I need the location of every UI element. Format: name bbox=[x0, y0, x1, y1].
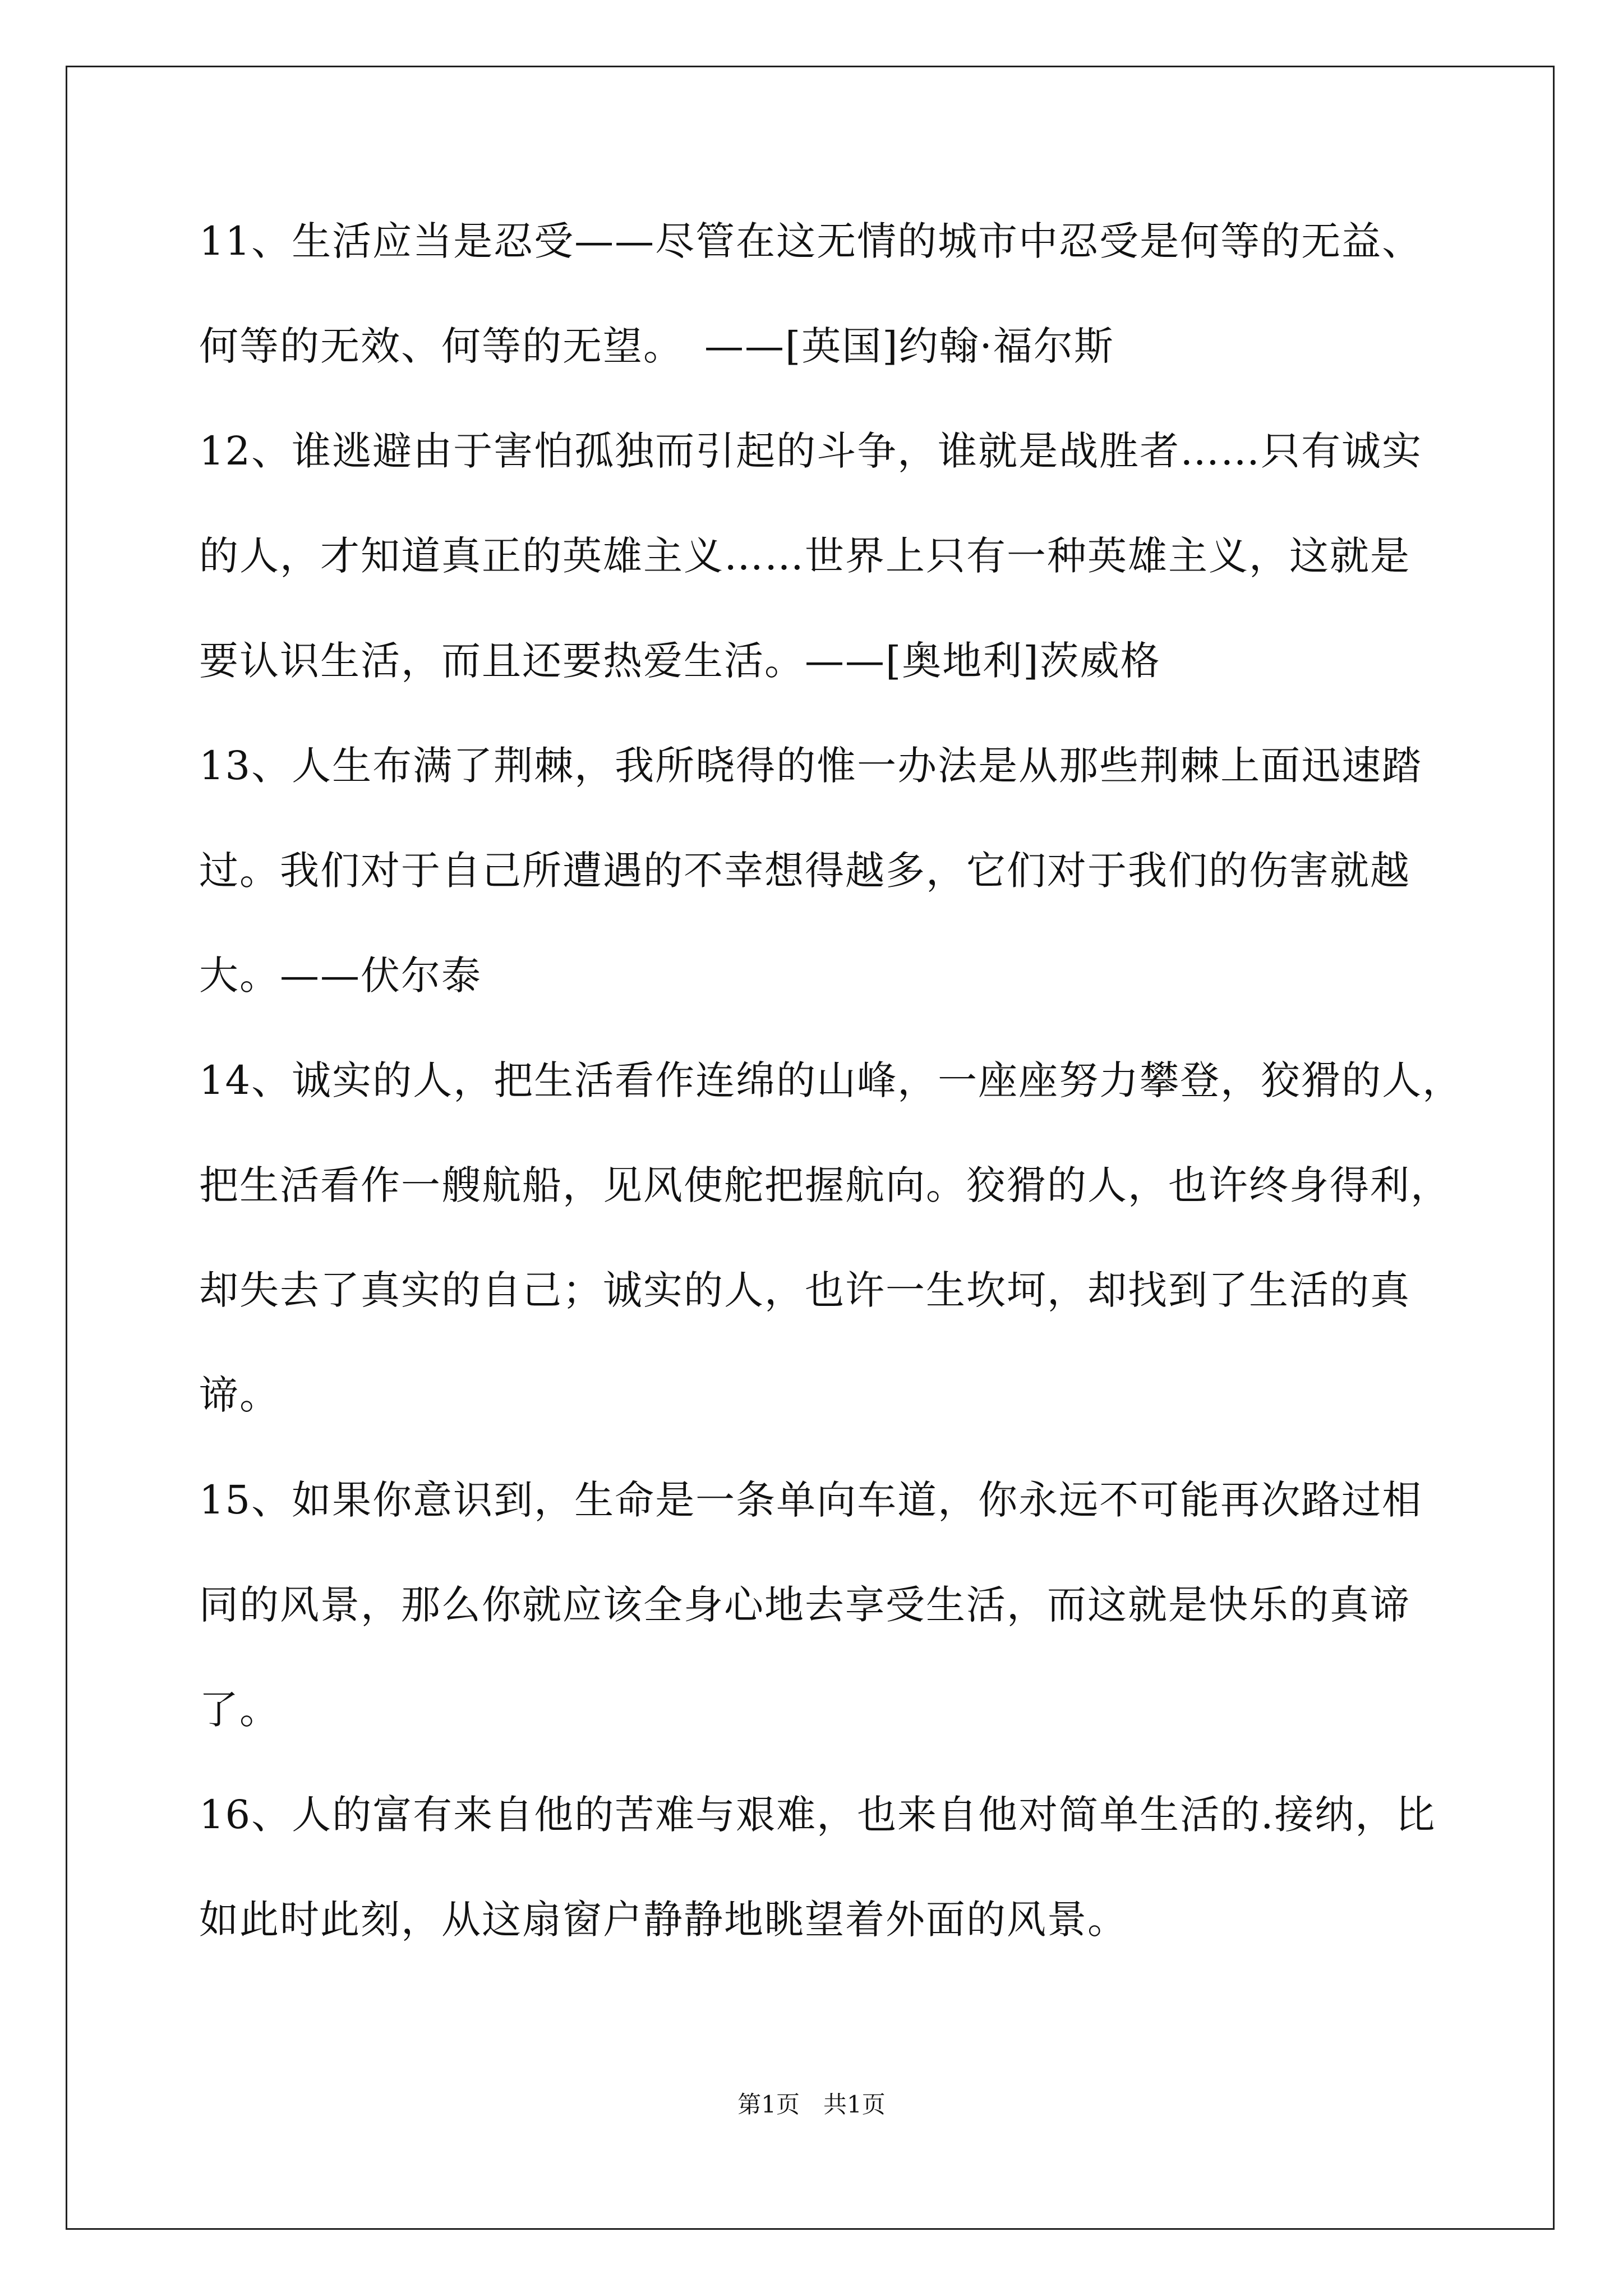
text-line: 把生活看作一艘航船，见风使舵把握航向。狡猾的人，也许终身得利， bbox=[199, 1162, 1451, 1208]
text-line: 过。我们对于自己所遭遇的不幸想得越多，它们对于我们的伤害就越 bbox=[199, 848, 1410, 894]
text-line: 12、谁逃避由于害怕孤独而引起的斗争，谁就是战胜者……只有诚实 bbox=[199, 428, 1423, 474]
text-line: 11、生活应当是忍受——尽管在这无情的城市中忍受是何等的无益、 bbox=[199, 218, 1423, 264]
document-body bbox=[199, 213, 1463, 1996]
text-line: 16、人的富有来自他的苦难与艰难，也来自他对简单生活的.接纳，比 bbox=[199, 1792, 1436, 1838]
text-line: 的人，才知道真正的英雄主义……世界上只有一种英雄主义，这就是 bbox=[199, 533, 1410, 579]
text-line: 15、如果你意识到，生命是一条单向车道，你永远不可能再次路过相 bbox=[199, 1477, 1423, 1523]
text-line: 了。 bbox=[199, 1687, 280, 1733]
text-line: 大。——伏尔泰 bbox=[199, 953, 482, 999]
text-line: 如此时此刻，从这扇窗户静静地眺望着外面的风景。 bbox=[199, 1897, 1128, 1943]
text-line: 13、人生布满了荆棘，我所晓得的惟一办法是从那些荆棘上面迅速踏 bbox=[199, 743, 1423, 789]
text-line: 却失去了真实的自己；诚实的人，也许一生坎坷，却找到了生活的真 bbox=[199, 1267, 1410, 1313]
text-line: 14、诚实的人，把生活看作连绵的山峰，一座座努力攀登，狡猾的人， bbox=[199, 1057, 1463, 1103]
text-line: 何等的无效、何等的无望。 ——[英国]约翰·福尔斯 bbox=[199, 323, 1114, 369]
text-line: 同的风景，那么你就应该全身心地去享受生活，而这就是快乐的真谛 bbox=[199, 1582, 1410, 1628]
text-line: 要认识生活，而且还要热爱生活。——[奥地利]茨威格 bbox=[199, 638, 1161, 684]
text-line: 谛。 bbox=[199, 1372, 280, 1418]
page-footer: 第1页 共1页 bbox=[737, 2091, 886, 2118]
